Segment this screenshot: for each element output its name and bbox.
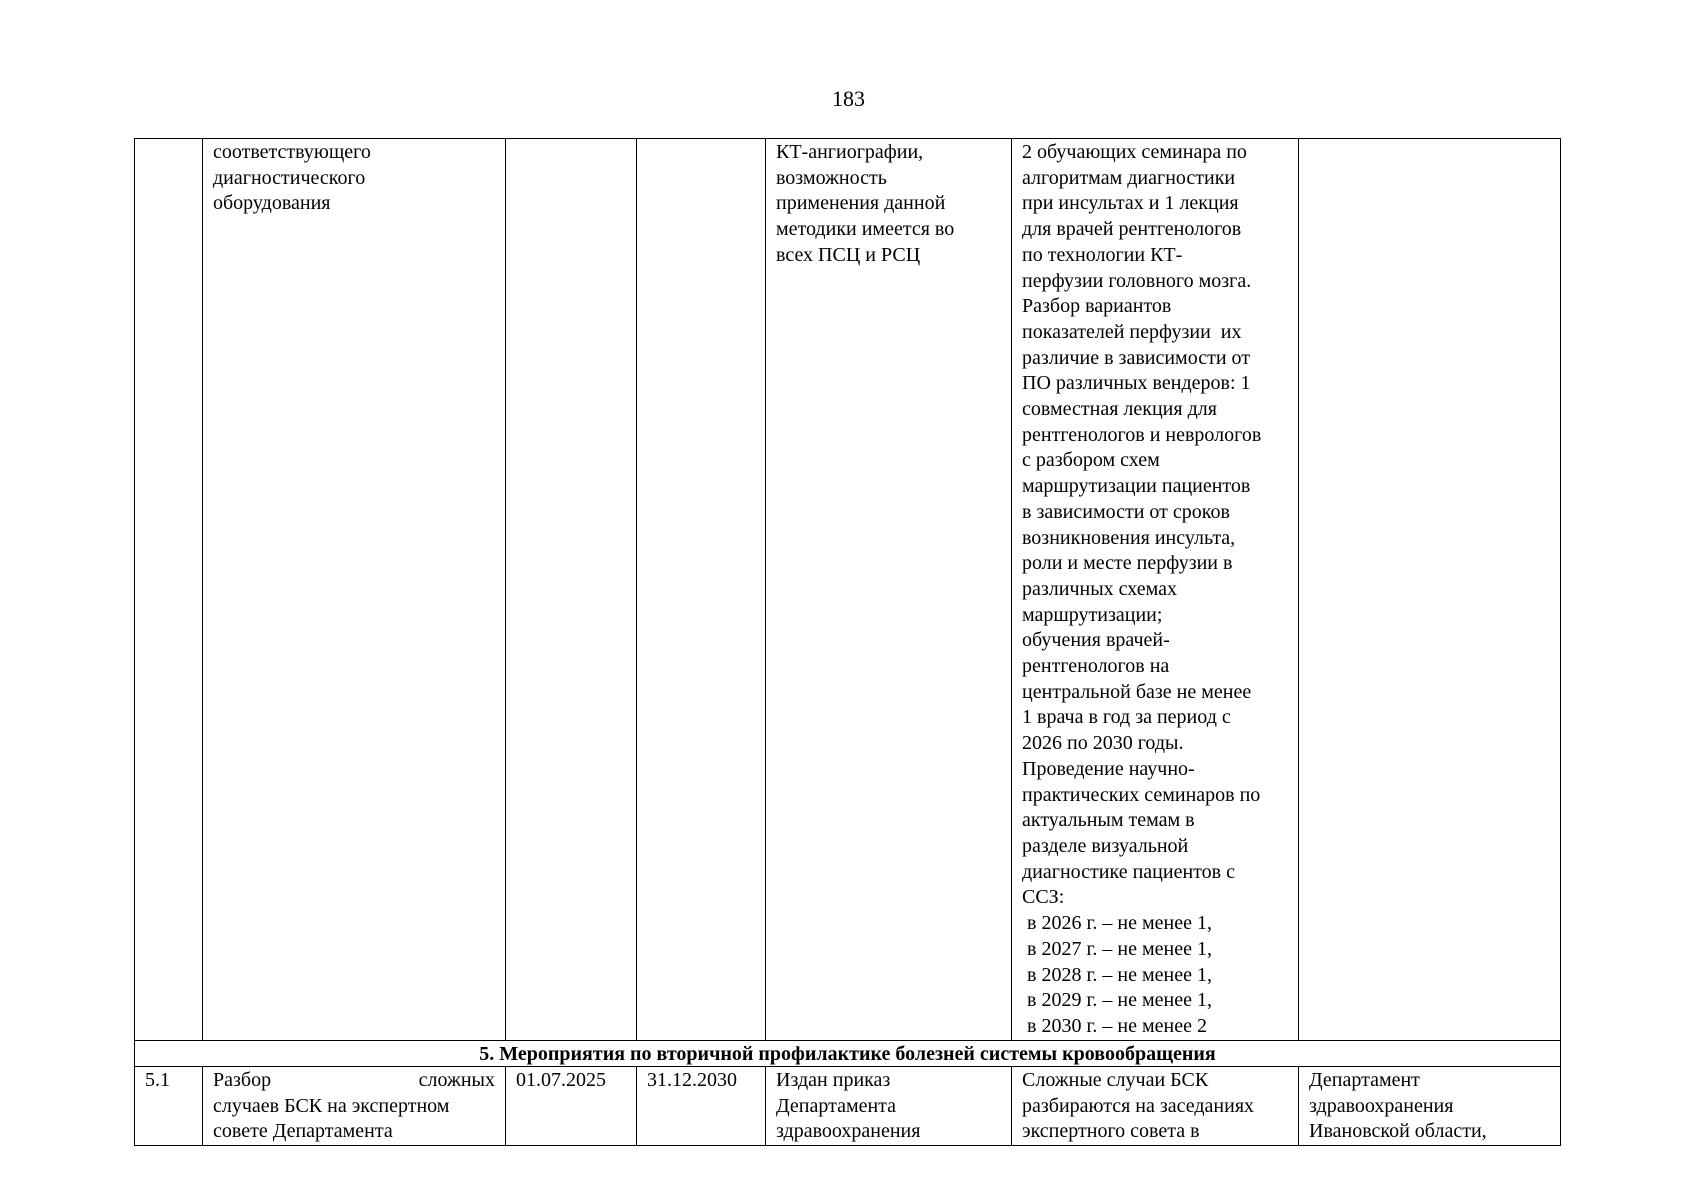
text-line: Разбор вариантов: [1022, 295, 1172, 318]
text-line: случаев БСК на экспертном: [213, 1094, 450, 1117]
text-line: диагностического: [213, 166, 366, 189]
text-line: центральной базе не менее: [1022, 680, 1252, 703]
text-line: показателей перфузии их: [1022, 320, 1242, 343]
table-row: [135, 1067, 1561, 1146]
text-line: здравоохранения: [1309, 1094, 1454, 1117]
text-word: Разбор: [213, 1069, 272, 1091]
text-word: сложных: [418, 1069, 495, 1091]
text-line: разделе визуальной: [1022, 834, 1189, 857]
text-line: маршрутизации пациентов: [1022, 475, 1251, 498]
section-title: 5. Мероприятия по вторичной профилактике болезней системы кровообращения: [135, 1041, 1561, 1067]
text-line: [213, 1068, 495, 1094]
cell-result: [766, 139, 1012, 1041]
text-line: ПО различных вендеров: 1: [1022, 372, 1251, 395]
text-line: рентгенологов на: [1022, 655, 1170, 678]
text-line: 1 врача в год за период с: [1022, 706, 1231, 729]
text-line: в 2028 г. – не менее 1,: [1022, 963, 1212, 986]
text-line: обучения врачей-: [1022, 629, 1170, 652]
text-line: различных схемах: [1022, 577, 1178, 600]
cell-end-date: 31.12.2030: [637, 1067, 766, 1146]
cell-result: [766, 1067, 1012, 1146]
text-line: соответствующего: [213, 141, 371, 163]
text-line: в 2027 г. – не менее 1,: [1022, 937, 1212, 960]
text-line: в 2029 г. – не менее 1,: [1022, 989, 1212, 1012]
text-line: в 2030 г. – не менее 2: [1022, 1014, 1207, 1037]
text-line: возникновения инсульта,: [1022, 526, 1236, 549]
text-line: актуальным темам в: [1022, 809, 1195, 832]
text-line: роли и месте перфузии в: [1022, 552, 1233, 575]
text-line: применения данной: [776, 192, 946, 215]
text-line: Департамента: [776, 1094, 897, 1117]
text-line: ССЗ:: [1022, 886, 1065, 909]
text-line: Издан приказ: [776, 1069, 891, 1091]
cell-indicator: [1012, 1067, 1299, 1146]
text-line: 2026 по 2030 годы.: [1022, 732, 1184, 755]
text-line: перфузии головного мозга.: [1022, 269, 1252, 292]
text-line: экспертного совета в: [1022, 1120, 1200, 1143]
text-line: КТ-ангиографии,: [776, 141, 924, 163]
continuation-row: [135, 139, 1561, 1041]
text-line: маршрутизации;: [1022, 603, 1163, 626]
text-line: 2 обучающих семинара по: [1022, 141, 1247, 163]
text-line: в зависимости от сроков: [1022, 500, 1230, 523]
text-line: совместная лекция для: [1022, 398, 1217, 421]
text-line: оборудования: [213, 192, 331, 215]
cell-number: [135, 139, 203, 1041]
measures-table: [134, 138, 1561, 1146]
cell-responsible: [1299, 139, 1561, 1041]
text-line: различие в зависимости от: [1022, 346, 1250, 369]
text-line: с разбором схем: [1022, 449, 1160, 472]
text-line: здравоохранения: [776, 1120, 921, 1143]
text-line: в 2026 г. – не менее 1,: [1022, 912, 1212, 935]
section-header-row: [135, 1041, 1561, 1067]
text-line: Проведение научно-: [1022, 757, 1195, 780]
text-line: возможность: [776, 166, 887, 189]
text-line: совете Департамента: [213, 1120, 393, 1143]
text-line: методики имеется во: [776, 218, 955, 241]
text-line: для врачей рентгенологов: [1022, 218, 1242, 241]
cell-end-date: [637, 139, 766, 1041]
text-line: Ивановской области,: [1309, 1120, 1487, 1143]
cell-responsible: [1299, 1067, 1561, 1146]
text-line: разбираются на заседаниях: [1022, 1094, 1255, 1117]
text-line: при инсультах и 1 лекция: [1022, 192, 1239, 215]
text-line: алгоритмам диагностики: [1022, 166, 1236, 189]
row-number: 5.1: [135, 1067, 203, 1146]
cell-indicator: [1012, 139, 1299, 1041]
text-line: диагностике пациентов с: [1022, 860, 1235, 883]
cell-start-date: 01.07.2025: [506, 1067, 637, 1146]
text-line: Департамент: [1309, 1069, 1420, 1091]
cell-start-date: [506, 139, 637, 1041]
text-line: рентгенологов и неврологов: [1022, 423, 1262, 446]
text-line: всех ПСЦ и РСЦ: [776, 243, 921, 266]
text-line: Сложные случаи БСК: [1022, 1069, 1209, 1091]
page-number: 183: [832, 86, 865, 111]
cell-measure-name: [203, 139, 506, 1041]
text-line: по технологии КТ-: [1022, 243, 1183, 266]
cell-measure-name: [203, 1067, 506, 1146]
text-line: практических семинаров по: [1022, 783, 1261, 806]
